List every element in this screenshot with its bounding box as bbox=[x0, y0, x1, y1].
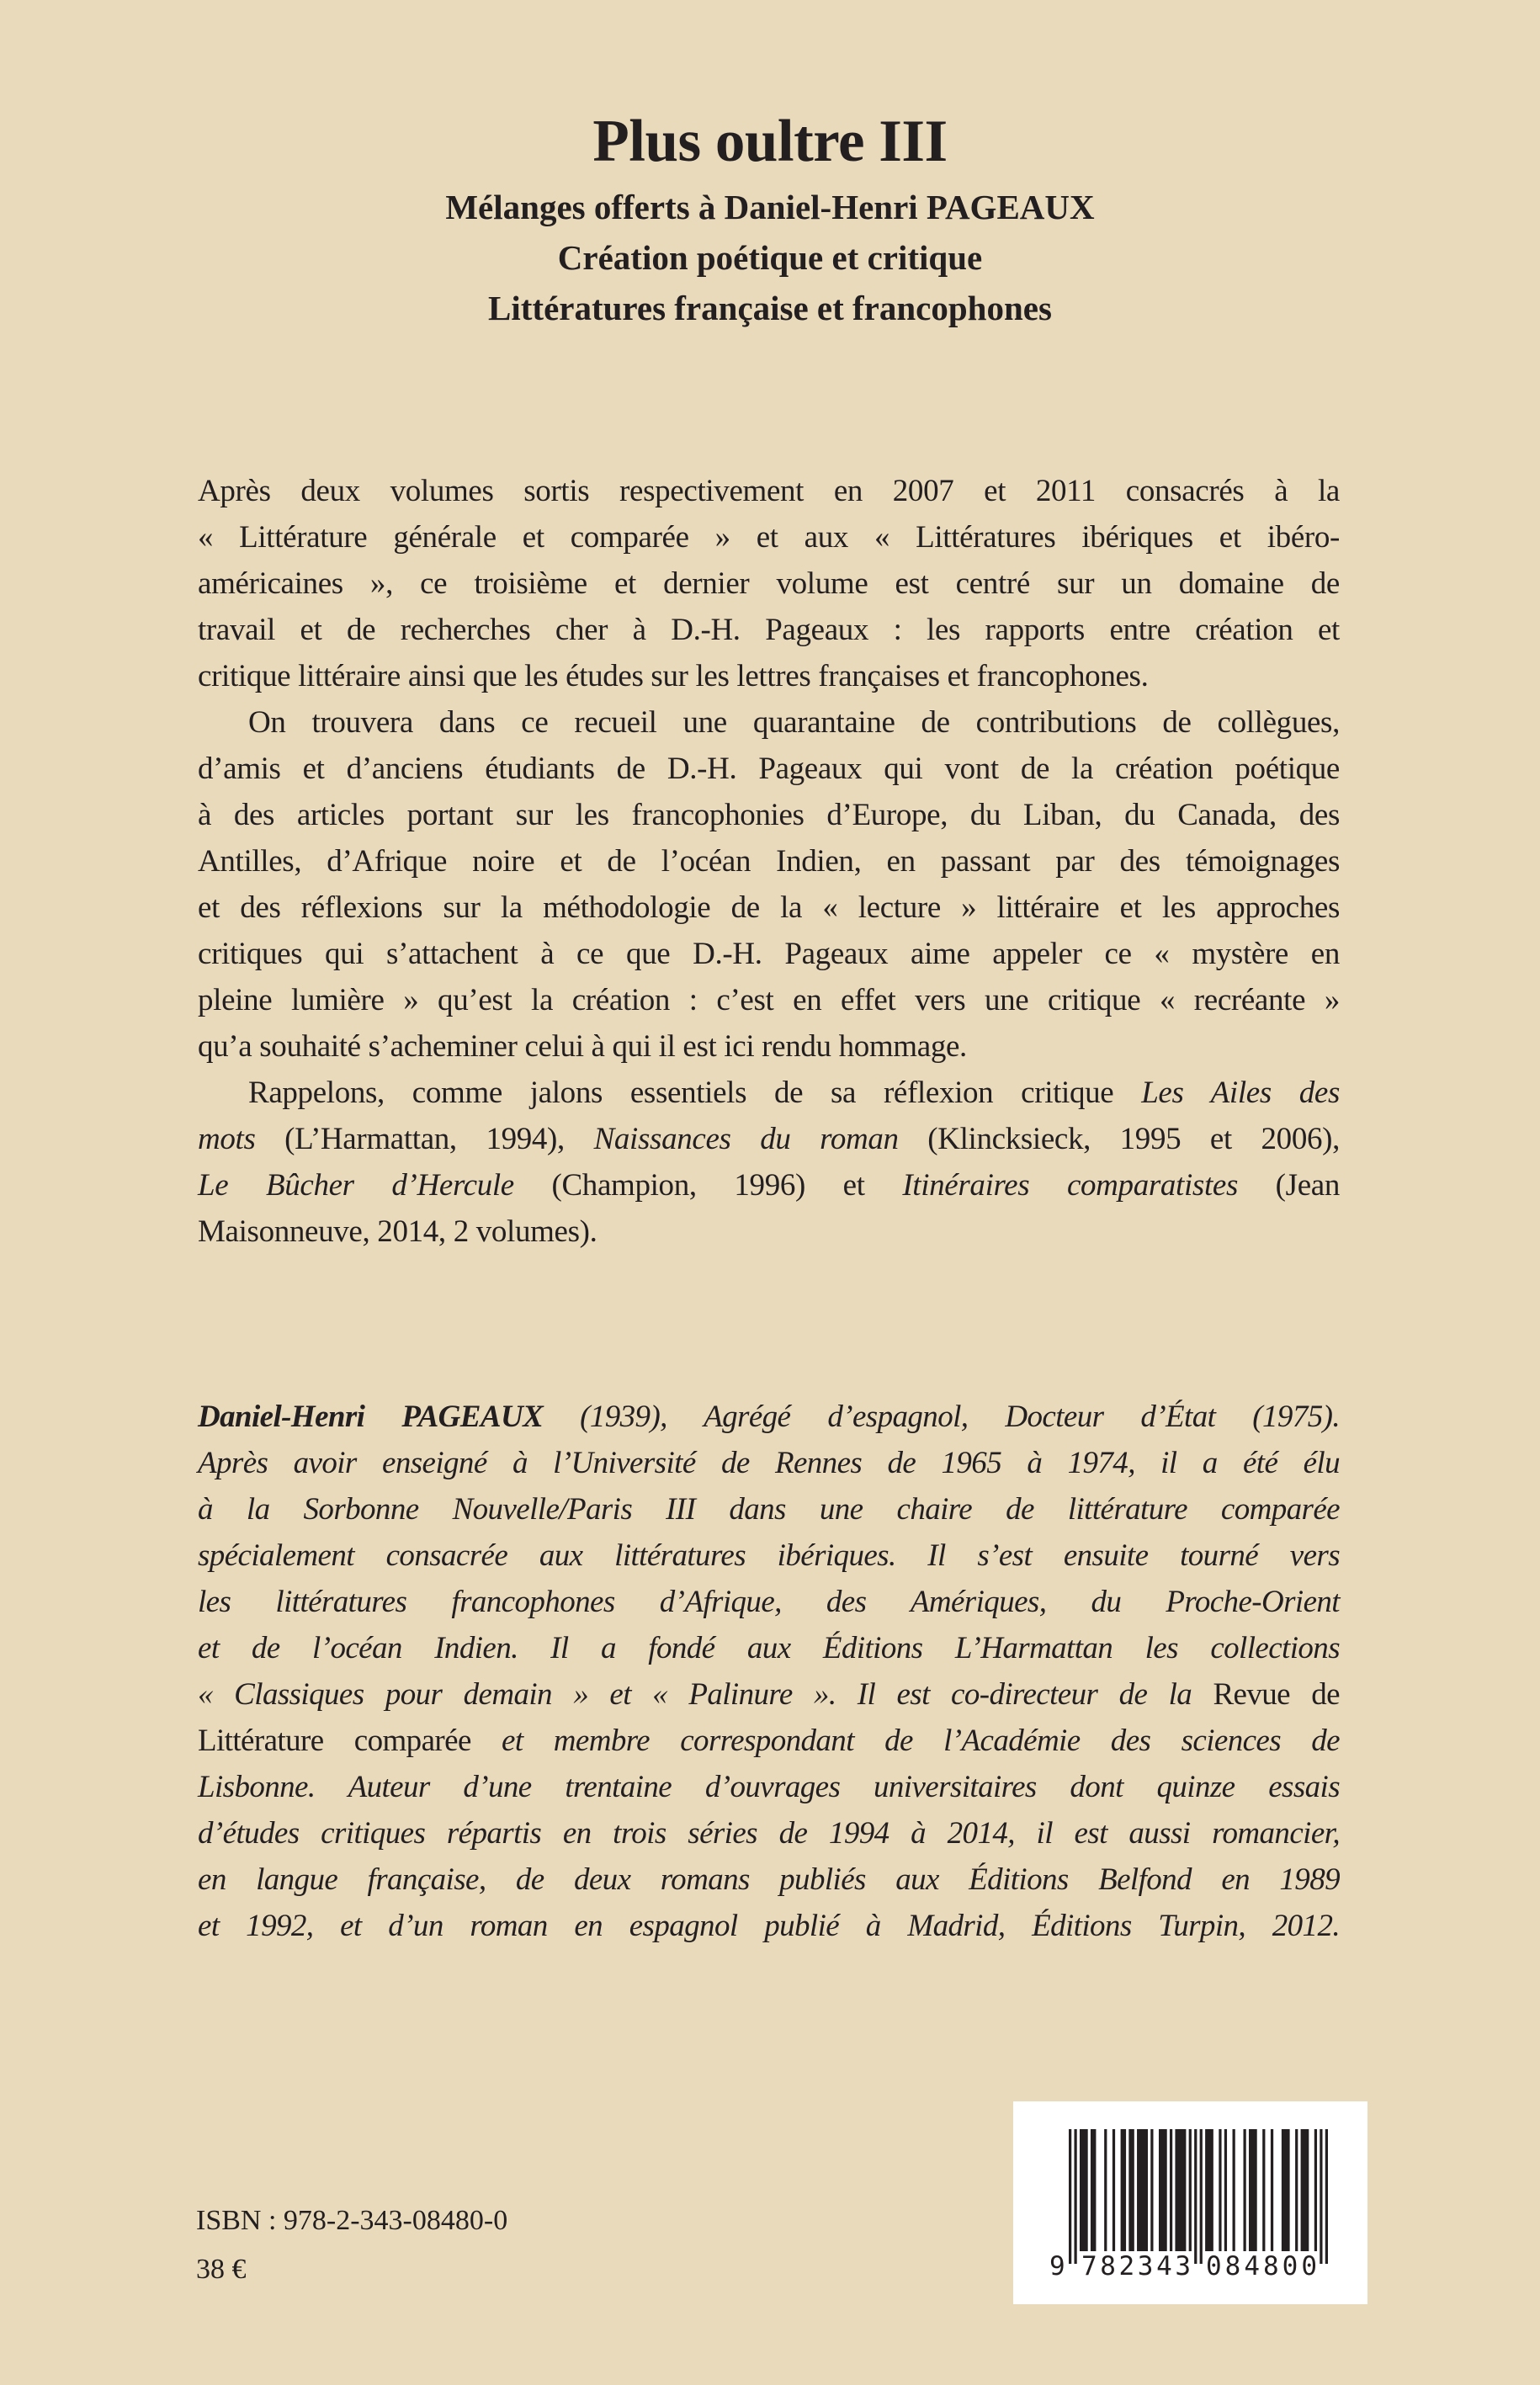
book-title: Plus oultre III bbox=[592, 109, 948, 174]
barcode-digits-left: 782343 bbox=[1081, 2251, 1191, 2281]
text-line bbox=[198, 514, 1340, 560]
text-line bbox=[198, 1671, 1340, 1718]
text-italic: en langue française, de deux romans publiés aux Éditions Belfond en 1989 bbox=[198, 1862, 1340, 1897]
text-line bbox=[198, 1718, 1340, 1764]
text-line bbox=[198, 1394, 1340, 1440]
text-line bbox=[198, 653, 1340, 699]
text-roman: pleine lumière » qu’est la création : c’est en effet vers une critique « recréante » bbox=[198, 983, 1340, 1017]
text-line bbox=[198, 1625, 1340, 1671]
text-line bbox=[198, 1856, 1340, 1903]
text-line bbox=[198, 792, 1340, 838]
text-roman: « Littérature générale et comparée » et aux « Littératures ibériques et ibéro- bbox=[198, 520, 1340, 555]
text-roman: Antilles, d’Afrique noire et de l’océan Indien, en passant par des témoignages bbox=[198, 844, 1340, 879]
text-line bbox=[198, 1440, 1340, 1486]
text-italic: et de l’océan Indien. Il a fondé aux Éditions L’Harmattan les collections bbox=[198, 1631, 1340, 1665]
text-italic: Le Bûcher d’Hercule bbox=[198, 1168, 514, 1203]
text-roman: critiques qui s’attachent à ce que D.-H. Pageaux aime appeler ce « mystère en bbox=[198, 937, 1340, 971]
text-roman: Après deux volumes sortis respectivement en 2007 et 2011 consacrés à la bbox=[198, 474, 1340, 508]
text-roman: Revue de bbox=[1192, 1677, 1340, 1712]
text-line bbox=[198, 1810, 1340, 1856]
barcode-digits-right: 084800 bbox=[1206, 2251, 1317, 2281]
book-subtitles bbox=[0, 182, 1540, 333]
text-line bbox=[198, 1070, 1340, 1116]
text-italic: Itinéraires comparatistes bbox=[902, 1168, 1239, 1203]
text-line bbox=[198, 1023, 1340, 1070]
text-italic: mots bbox=[198, 1122, 256, 1156]
text-line bbox=[198, 607, 1340, 653]
text-line bbox=[198, 931, 1340, 977]
text-roman: américaines », ce troisième et dernier volume est centré sur un domaine de bbox=[198, 566, 1340, 601]
text-line bbox=[198, 1532, 1340, 1579]
author-bio bbox=[198, 1394, 1340, 1949]
text-roman: à des articles portant sur les francophonies d’Europe, du Liban, du Canada, des bbox=[198, 798, 1340, 832]
text-italic: et membre correspondant de l’Académie des sciences de bbox=[470, 1724, 1341, 1758]
text-line bbox=[198, 746, 1340, 792]
text-line bbox=[198, 1579, 1340, 1625]
text-italic: « Classiques pour demain » et « Palinure ». Il est co-directeur de la bbox=[198, 1677, 1192, 1712]
blurb-paragraphs bbox=[198, 468, 1340, 1255]
text-line bbox=[198, 560, 1340, 607]
text-line bbox=[198, 1903, 1340, 1949]
text-line bbox=[198, 1208, 1340, 1255]
text-italic: à la Sorbonne Nouvelle/Paris III dans une chaire de littérature comparée bbox=[198, 1492, 1340, 1527]
text-roman: et des réflexions sur la méthodologie de la « lecture » littéraire et les approches bbox=[198, 890, 1340, 925]
text-line bbox=[198, 884, 1340, 931]
text-roman: d’amis et d’anciens étudiants de D.-H. Pageaux qui vont de la création poétique bbox=[198, 752, 1340, 786]
text-italic: Après avoir enseigné à l’Université de Rennes de 1965 à 1974, il a été élu bbox=[198, 1446, 1340, 1480]
text-italic: et 1992, et d’un roman en espagnol publié à Madrid, Éditions Turpin, 2012. bbox=[198, 1909, 1340, 1943]
text-roman: (Jean bbox=[1238, 1168, 1340, 1203]
text-roman: critique littéraire ainsi que les études sur les lettres françaises et francophones. bbox=[198, 659, 1149, 693]
text-roman: Littérature comparée bbox=[198, 1724, 471, 1758]
subtitle-dedication: Mélanges offerts à Daniel-Henri PAGEAUX bbox=[445, 188, 1095, 226]
text-italic: d’études critiques répartis en trois séries de 1994 à 2014, il est aussi romancier, bbox=[198, 1816, 1340, 1851]
price-text: 38 € bbox=[196, 2254, 247, 2285]
barcode-bars bbox=[1069, 2129, 1328, 2264]
subtitle-theme: Création poétique et critique bbox=[557, 238, 983, 277]
text-italic: Lisbonne. Auteur d’une trentaine d’ouvrages universitaires dont quinze essais bbox=[198, 1770, 1340, 1804]
text-line bbox=[198, 1764, 1340, 1810]
text-italic: Naissances du roman bbox=[593, 1122, 899, 1156]
text-italic: (1939), Agrégé d’espagnol, Docteur d’État (1975). bbox=[543, 1400, 1340, 1434]
barcode-panel bbox=[1013, 2101, 1367, 2304]
imprint-info bbox=[196, 2196, 507, 2294]
text-line bbox=[198, 977, 1340, 1023]
text-roman: (L’Harmattan, 1994), bbox=[255, 1122, 594, 1156]
isbn-text: ISBN : 978-2-343-08480-0 bbox=[196, 2205, 508, 2236]
text-italic: spécialement consacrée aux littératures ibériques. Il s’est ensuite tourné vers bbox=[198, 1538, 1340, 1573]
subtitle-field: Littératures française et francophones bbox=[488, 289, 1052, 327]
text-roman: travail et de recherches cher à D.-H. Pageaux : les rapports entre création et bbox=[198, 613, 1340, 647]
text-roman: Rappelons, comme jalons essentiels de sa réflexion critique bbox=[248, 1076, 1142, 1110]
text-roman: Maisonneuve, 2014, 2 volumes). bbox=[198, 1214, 597, 1249]
text-line bbox=[198, 1116, 1340, 1162]
text-roman: On trouvera dans ce recueil une quarantaine de contributions de collègues, bbox=[248, 705, 1340, 740]
ean13-barcode-icon bbox=[1013, 2101, 1367, 2304]
text-roman: (Champion, 1996) et bbox=[513, 1168, 903, 1203]
text-italic: Les Ailes des bbox=[1141, 1076, 1341, 1110]
barcode-digit-first: 9 bbox=[1049, 2251, 1065, 2281]
text-line bbox=[198, 468, 1340, 514]
text-roman: qu’a souhaité s’acheminer celui à qui il est ici rendu hommage. bbox=[198, 1029, 967, 1064]
text-italic: les littératures francophones d’Afrique, des Amériques, du Proche-Orient bbox=[198, 1585, 1340, 1619]
text-line bbox=[198, 699, 1340, 746]
text-line bbox=[198, 1162, 1340, 1208]
text-roman: (Klincksieck, 1995 et 2006), bbox=[898, 1122, 1340, 1156]
text-line bbox=[198, 1486, 1340, 1532]
text-italic: Daniel-Henri PAGEAUX bbox=[198, 1400, 544, 1434]
text-line bbox=[198, 838, 1340, 884]
